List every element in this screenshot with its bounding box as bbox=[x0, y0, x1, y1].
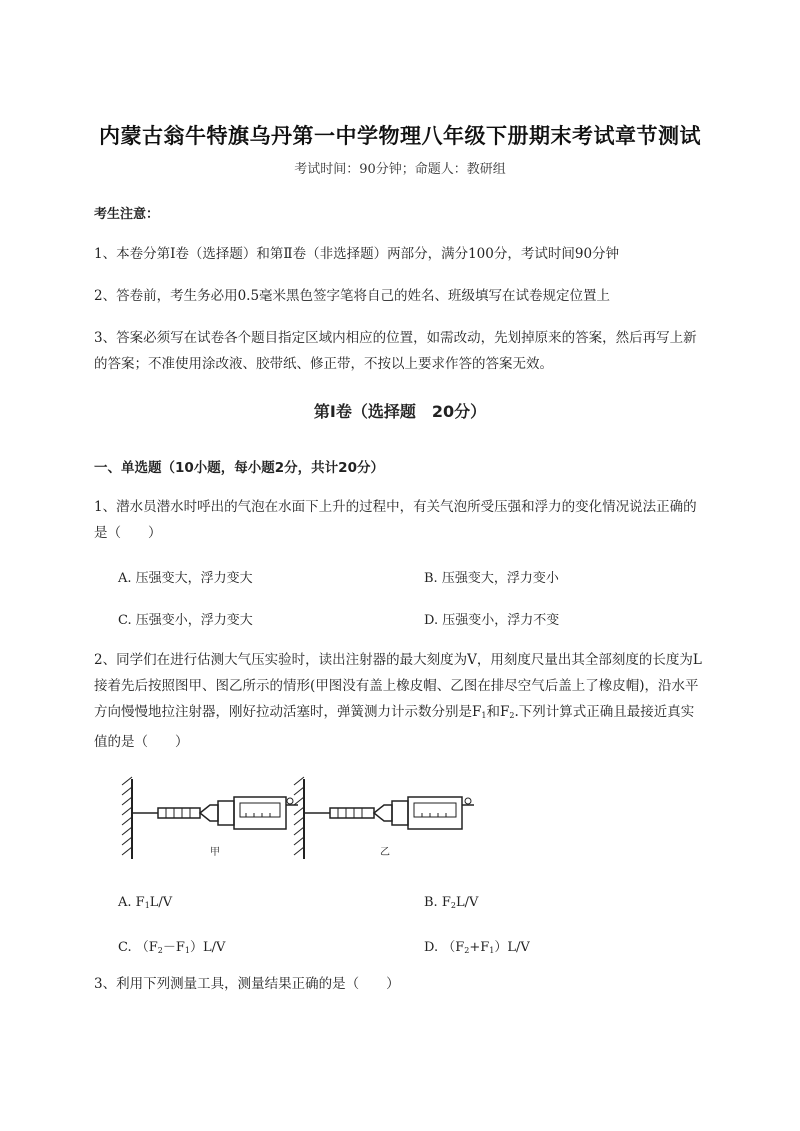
syringe-experiment-figure bbox=[118, 775, 478, 863]
notice-item-1: 1、本卷分第I卷（选择题）和第Ⅱ卷（非选择题）两部分，满分100分，考试时间90分钟 bbox=[94, 246, 620, 262]
setup-jia bbox=[122, 777, 298, 859]
question-2-option-c[interactable]: C. $(F_2-F_1)L/V$ bbox=[118, 940, 226, 955]
setup-yi bbox=[294, 777, 474, 859]
figure-label-jia: 甲 bbox=[210, 847, 220, 858]
question-1-option-a[interactable]: A. 压强变大，浮力变大 bbox=[118, 571, 253, 586]
question-1-option-d[interactable]: D. 压强变小，浮力不变 bbox=[424, 613, 560, 628]
page-title: 内蒙古翁牛特旗乌丹第一中学物理八年级下册期末考试章节测试 bbox=[99, 124, 701, 148]
page-subtitle: 考试时间：90分钟；命题人：教研组 bbox=[294, 162, 506, 177]
question-2-option-a[interactable]: A. $F_1L/V$ bbox=[118, 895, 173, 910]
question-2-stem: 2、同学们在进行估测大气压实验时，读出注射器的最大刻度为V，用刻度尺量出其全部刻度的长度为L接着先后按照图甲、图乙所示的情形(甲图没有盖上橡皮帽、乙图在排尽空气后盖上了橡皮帽)，沿水平方向慢慢地拉注射器，刚好拉动活塞时，弹簧测力计示数分别是$F_1$和$F_2$.下列计算式正确且最接近真实值的是（ ） bbox=[94, 652, 702, 750]
notice-item-2: 2、答卷前，考生务必用0.5毫米黑色签字笔将自己的姓名、班级填写在试卷规定位置上 bbox=[94, 288, 611, 304]
question-1-option-b[interactable]: B. 压强变大，浮力变小 bbox=[424, 571, 559, 586]
figure-label-yi: 乙 bbox=[380, 847, 390, 858]
notice-item-3: 3、答案必须写在试卷各个题目指定区域内相应的位置，如需改动，先划掉原来的答案，然后再写上新的答案；不准使用涂改液、胶带纸、修正带，不按以上要求作答的答案无效。 bbox=[94, 330, 697, 372]
question-2-option-b[interactable]: B. $F_2L/V$ bbox=[424, 895, 479, 910]
notice-heading: 考生注意： bbox=[94, 207, 160, 222]
part-heading: 一、单选题（10小题，每小题2分，共计20分） bbox=[94, 460, 384, 476]
question-1-stem: 1、潜水员潜水时呼出的气泡在水面下上升的过程中，有关气泡所受压强和浮力的变化情况说法正确的是（ ） bbox=[94, 499, 697, 541]
question-2-option-d[interactable]: D. $(F_2+F_1)L/V$ bbox=[424, 940, 530, 955]
question-1-option-c[interactable]: C. 压强变小，浮力变大 bbox=[118, 613, 253, 628]
question-3-stem: 3、利用下列测量工具，测量结果正确的是（ ） bbox=[94, 976, 400, 992]
section-title: 第I卷（选择题 20分） bbox=[313, 402, 487, 421]
